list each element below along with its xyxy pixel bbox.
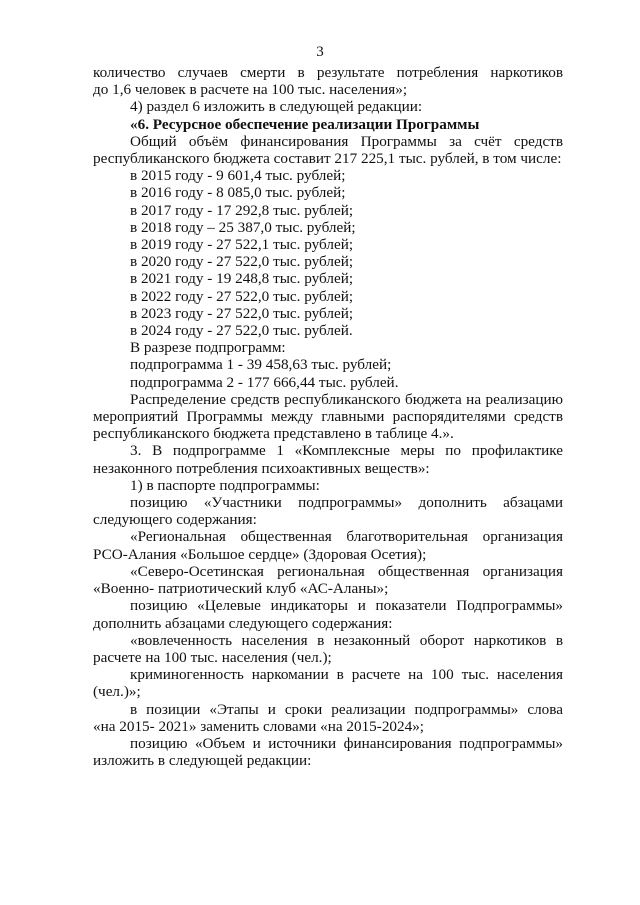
paragraph-line: мероприятий Программы между главными распорядителями средств	[93, 408, 563, 426]
paragraph: 4) раздел 6 изложить в следующей редакции:	[130, 98, 423, 116]
paragraph-line: «на 2015- 2021» заменить словами «на 2015-2024»;	[93, 717, 425, 735]
year-list	[93, 167, 563, 339]
paragraph-line: республиканского бюджета представлено в таблице 4.».	[93, 425, 454, 443]
paragraph-line: Распределение средств республиканского бюджета на реализацию	[130, 390, 563, 408]
paragraph-line: криминогенность наркомании в расчете на 100 тыс. населения	[130, 666, 563, 684]
year-item: в 2017 году - 17 292,8 тыс. рублей;	[130, 201, 354, 219]
year-item: в 2022 году - 27 522,0 тыс. рублей;	[130, 287, 354, 305]
paragraph-line: республиканского бюджета составит 217 225,1 тыс. рублей, в том числе:	[93, 150, 562, 168]
paragraph-line: следующего содержания:	[93, 511, 257, 529]
year-item: в 2020 году - 27 522,0 тыс. рублей;	[130, 253, 354, 271]
paragraph: В разрезе подпрограмм:	[130, 339, 286, 357]
section-heading: «6. Ресурсное обеспечение реализации Программы	[130, 115, 480, 133]
paragraph-line: «Региональная общественная благотворительная организация	[130, 528, 563, 546]
paragraph-line: «вовлеченность населения в незаконный оборот наркотиков в	[130, 631, 563, 649]
paragraph-line: позицию «Участники подпрограммы» дополнить абзацами	[130, 494, 563, 512]
year-item: в 2024 году - 27 522,0 тыс. рублей.	[130, 322, 353, 340]
year-item: в 2021 году - 19 248,8 тыс. рублей;	[130, 270, 354, 288]
paragraph-line: (чел.)»;	[93, 683, 141, 701]
subprogram-item: подпрограмма 2 - 177 666,44 тыс. рублей.	[130, 373, 399, 391]
document-body	[93, 64, 563, 769]
page-number: 3	[316, 44, 324, 60]
paragraph-line: РСО-Алания «Большое сердце» (Здоровая Осетия);	[93, 545, 427, 563]
year-item: в 2018 году – 25 387,0 тыс. рублей;	[130, 218, 356, 236]
year-item: в 2023 году - 27 522,0 тыс. рублей;	[130, 304, 354, 322]
paragraph-line: позицию «Объем и источники финансирования подпрограммы»	[130, 734, 563, 752]
paragraph-line: «Северо-Осетинская региональная общественная организация	[130, 562, 563, 580]
paragraph-line: Общий объём финансирования Программы за счёт средств	[130, 132, 563, 150]
paragraph-line: в позиции «Этапы и сроки реализации подпрограммы» слова	[130, 700, 563, 718]
subprogram-item: подпрограмма 1 - 39 458,63 тыс. рублей;	[130, 356, 392, 374]
year-item: в 2019 году - 27 522,1 тыс. рублей;	[130, 236, 354, 254]
paragraph-line: дополнить абзацами следующего содержания:	[93, 614, 393, 632]
paragraph-line: «Военно- патриотический клуб «АС-Аланы»;	[93, 580, 389, 598]
paragraph-line: до 1,6 человек в расчете на 100 тыс. населения»;	[93, 81, 408, 99]
paragraph-line: количество случаев смерти в результате потребления наркотиков	[93, 64, 563, 81]
paragraph: 1) в паспорте подпрограммы:	[130, 476, 320, 494]
paragraph-line: незаконного потребления психоактивных веществ»:	[93, 459, 430, 477]
year-item: в 2015 году - 9 601,4 тыс. рублей;	[130, 167, 346, 185]
paragraph-line: 3. В подпрограмме 1 «Комплексные меры по профилактике	[130, 442, 563, 460]
year-item: в 2016 году - 8 085,0 тыс. рублей;	[130, 184, 346, 202]
paragraph-line: позицию «Целевые индикаторы и показатели Подпрограммы»	[130, 597, 563, 615]
paragraph-line: изложить в следующей редакции:	[93, 752, 312, 770]
paragraph-line: расчете на 100 тыс. населения (чел.);	[93, 648, 332, 666]
